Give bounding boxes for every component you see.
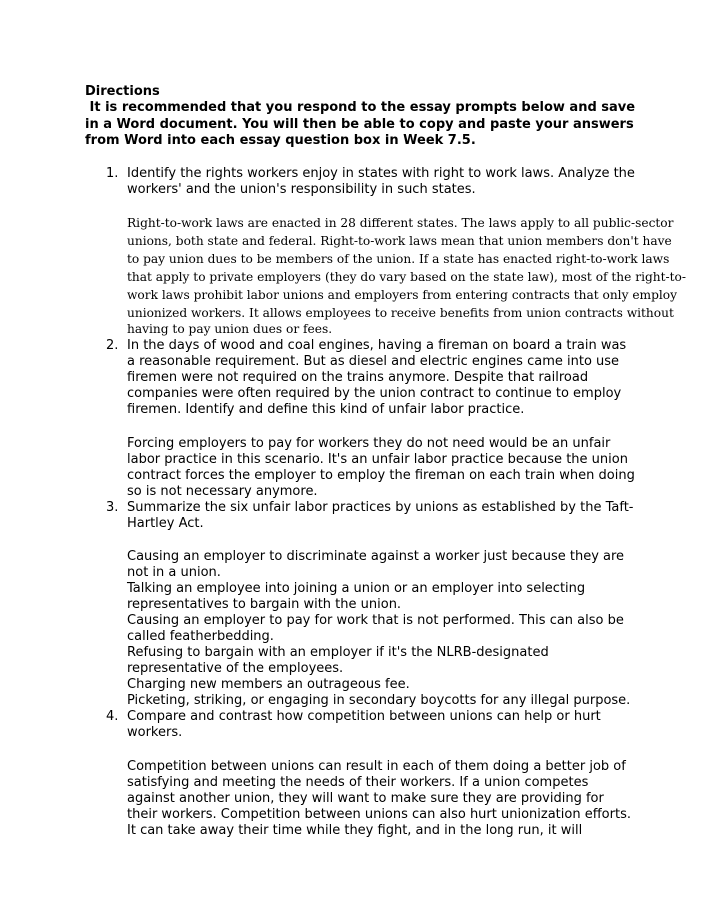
answer-line: called featherbedding. <box>127 629 274 644</box>
item-number: 4. <box>106 709 119 724</box>
answer-line: so is not necessary anymore. <box>127 484 318 499</box>
answer-line: having to pay union dues or fees. <box>127 322 333 336</box>
answer-line: Refusing to bargain with an employer if it's the NLRB-designated <box>127 645 549 660</box>
answer-line: Charging new members an outrageous fee. <box>127 677 410 692</box>
answer-line: not in a union. <box>127 565 221 580</box>
question-line: companies were often required by the union contract to continue to employ <box>127 386 622 401</box>
answer-line: unions, both state and federal. Right-to-work laws mean that union members don't have <box>127 234 672 248</box>
answer-line: to pay union dues to be members of the union. If a state has enacted right-to-work laws <box>127 252 670 266</box>
answer-line: Causing an employer to pay for work that is not performed. This can also be <box>127 613 624 628</box>
answer-line: unionized workers. It allows employees to receive benefits from union contracts without <box>127 306 674 320</box>
answer-line: Picketing, striking, or engaging in secondary boycotts for any illegal purpose. <box>127 693 631 708</box>
answer-line: Causing an employer to discriminate against a worker just because they are <box>127 549 625 564</box>
question-line: Compare and contrast how competition between unions can help or hurt <box>127 709 601 724</box>
answer-line: It can take away their time while they fight, and in the long run, it will <box>127 823 583 838</box>
answer-line: Right-to-work laws are enacted in 28 different states. The laws apply to all public-sector <box>127 216 674 230</box>
question-line: In the days of wood and coal engines, having a fireman on board a train was <box>127 338 627 353</box>
question-line: workers. <box>127 725 183 740</box>
answer-line: work laws prohibit labor unions and employers from entering contracts that only employ <box>127 288 678 302</box>
directions-block <box>85 84 645 149</box>
answer-line: labor practice in this scenario. It's an unfair labor practice because the union <box>127 452 628 467</box>
answer-line: Talking an employee into joining a union or an employer into selecting <box>127 581 586 596</box>
directions-line: It is recommended that you respond to the essay prompts below and save <box>85 100 636 116</box>
answer-line: their workers. Competition between unions can also hurt unionization efforts. <box>127 807 631 822</box>
question-line: firemen. Identify and define this kind of unfair labor practice. <box>127 402 525 417</box>
answer-line: representative of the employees. <box>127 661 344 676</box>
question-line: workers' and the union's responsibility in such states. <box>127 182 476 197</box>
directions-heading: Directions <box>85 84 160 99</box>
answer-line: Competition between unions can result in each of them doing a better job of <box>127 759 626 774</box>
answer-line: contract forces the employer to employ the fireman on each train when doing <box>127 468 635 483</box>
question-line: firemen were not required on the trains anymore. Despite that railroad <box>127 370 589 385</box>
answer-line: against another union, they will want to make sure they are providing for <box>127 791 604 806</box>
answer-line: Forcing employers to pay for workers they do not need would be an unfair <box>127 436 611 451</box>
question-line: Summarize the six unfair labor practices by unions as established by the Taft- <box>127 500 634 515</box>
item-number: 3. <box>106 500 119 515</box>
item-number: 1. <box>106 166 119 181</box>
question-line: Identify the rights workers enjoy in states with right to work laws. Analyze the <box>127 166 635 181</box>
answer-line: representatives to bargain with the union. <box>127 597 402 612</box>
item-number: 2. <box>106 338 119 353</box>
answer-line: that apply to private employers (they do vary based on the state law), most of the right-to- <box>127 270 686 284</box>
answer-line: satisfying and meeting the needs of their workers. If a union competes <box>127 775 589 790</box>
directions-line: from Word into each essay question box in Week 7.5. <box>85 132 476 148</box>
question-line: a reasonable requirement. But as diesel and electric engines came into use <box>127 354 620 369</box>
question-line: Hartley Act. <box>127 516 204 531</box>
directions-line: in a Word document. You will then be able to copy and paste your answers <box>85 116 634 132</box>
